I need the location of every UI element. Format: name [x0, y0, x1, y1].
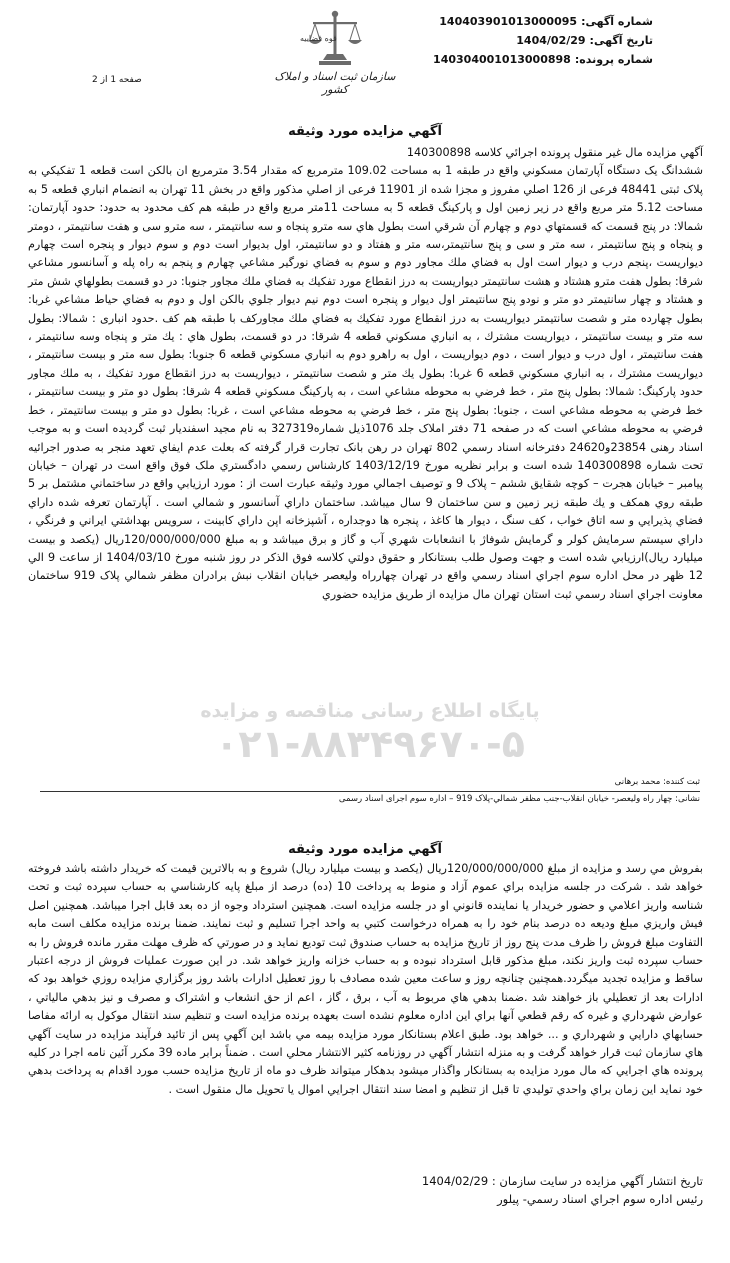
- notice2-terms: بفروش مي رسد و مزايده از مبلغ 120/000/000/000ريال (يكصد و بيست ميليارد ريال) شروع و به بالاترين قيمت كه خريدار داشته باشد فروخته خواهد شد . شركت در جلسه مزايده براي عموم آزاد و منوط به پرداخت 10 (ده) درصد از مبلغ پايه كارشناسي به حساب سپرده ثبت و تحت شناسه واريز اعلامي و حضور خريدار يا نماينده قانوني او در جلسه مزايده است. همچنين استرداد وجوه از ده بعد قابل اجرا ميباشد. همچنين اصل فيش واريزي مبلغ وديعه ده درصد بنام خود را به همراه درخواست كتبي به واحد اجرا تسليم و ثبت نمايند. ضمنا برنده مزايده مكلف است مابه التفاوت مبلغ فروش را ظرف مدت پنج روز از تاريخ مزايده به حساب صندوق ثبت توديع نمايد و در صورتي كه ظرف مهلت مقرر مانده فروش را به حساب سپرده ثبت واريز نكند، مبلغ مذكور قابل استرداد نبوده و به حساب خزانه واريز خواهد شد. در اين صورت عمليات فروش از درجه اعتبار ساقط و مزايده تجديد ميگردد.همچنين چنانچه روز و ساعت معين شده مصادف با روز تعطيل ادارات باشد روز برگزاري مزايده روزي خواهد بود كه ادارات بعد از تعطيلي باز خواهند شد .ضمنا بدهي هاي مربوط به آب ، برق ، گاز ، اعم از حق انشعاب و اشتراک و مصرف و نيز بدهي مالياتي ، عوارض شهرداري و غيره كه رقم قطعي آنها براي اين اداره معلوم نشده است بعهده برنده مزايده است و تنظيم سند انتقال موكول به ارائه مفاصا حسابهاي دارايي و شهرداري و ... خواهد بود. طبق اعلام بستانكار مورد مزايده بيمه مي باشد اين آگهي پس از تائيد فرآيند مزايده در سايت آگهي هاي سازمان ثبت قرار خواهد گرفت و به منزله انتشار آگهي در روزنامه كثير الانتشار محلي است . ضمناً برابر ماده 39 مكرر آئين نامه اجرا در كليه پرونده هاي اجرايي كه مال مورد مزايده به بستانكار واگذار ميشود بدهكار ميتواند ظرف دو ماه از تاريخ مزايده حسب مورد اقدام به پرداخت بدهي خود نمايد اين زمان براي واحدي توليدي تا قبل از تنظيم و امضا سند انتقال اجرايي اموال يا تحويل مال منقول است .: [28, 862, 703, 1096]
- notice1-title: آگهي مزايده مورد وثيقه: [288, 124, 442, 139]
- notice1-signature: [40, 776, 700, 806]
- address-label: نشانی:: [675, 794, 700, 804]
- notice2-footer: [28, 1172, 703, 1209]
- publish-date: 1404/02/29: [421, 1174, 489, 1188]
- address-text: چهار راه وليعصر- خيابان انقلاب-جنب مظفر شمالي-پلاک 919 – اداره سوم اجرای اسناد رسمی: [338, 794, 673, 804]
- notice-number-row: [418, 12, 653, 31]
- notice2-title: آگهي مزايده مورد وثيقه: [288, 842, 442, 857]
- registrar-label: ثبت کننده:: [663, 777, 700, 787]
- notice1-case-line: آگهي مزايده مال غير منقول پرونده اجرائي كلاسه 140300898: [406, 146, 703, 159]
- watermark: [160, 700, 580, 766]
- publish-date-row: [28, 1172, 703, 1190]
- registrar-row: [40, 776, 700, 789]
- judiciary-label: قوه قضاییه: [300, 34, 337, 43]
- notice1-description: ششدانگ یک دستگاه آپارتمان مسكوني واقع در طبقه 1 به مساحت 109.02 مترمربع که مقدار 3.54 مترمربع ان بالكن است قطعه 1 تفكيكي به پلاک ثبتی 48441 فرعی از 126 اصلي مفروز و مجزا شده از 11901 فرعی از اصلي مذكور واقع در بخش 11 تهران به انضمام انباري قطعه 5 به مساحت 5.12 متر مربع واقع در زير زمين اول و پاركينگ قطعه 5 به مساحت 11متر مربع واقع در طبقه هم كف محدود به حدود: حدود آپارتمان: شمالا: در پنج قسمت كه قسمتهاي دوم و چهارم آن شرقي است بطول هاي سه مترو پنجاه و سه سانتيمتر ، سه مترو سی و هفت سانتيمتر ، دومتر و پنجاه و پنج سانتيمتر ، سه متر و سی و پنج سانتيمتر،سه متر و هفتاد و دو سانتيمتر، اول بديوار است دوم و سوم ديوار و پنجره است چهارم ديواريست ،پنجم درب و ديوار است اول به فضاي ملك مجاور دوم و سوم به فضاي نورگير مشاعي چهارم و پنجم به راه پله و آسانسور مشاعي شرقا: بطول هفت مترو هشتاد و هشت سانتيمتر ديواريست به درز انقطاع مورد تفكيك به فضاي ملك مجاور جنوبا: در دو قسمت بطولهاي شش متر و هشتاد و چهار سانتيمتر دو متر و نودو پنج سانتيمتر اول ديوار و پنجره است دوم نيم ديوار جلوي بالكن اول و دوم به فضاي حياط مشاعي غربا: بطول چهارده متر و شصت سانتيمتر ديواريست به درز انقطاع مورد تفكيك به فضاي ملك مجاوركف با طبقه هم كف .حدود انباری : شمالا: بطول سه متر و بيست سانتيمتر ، ديواريست مشترك ، به انباري مسكوني قطعه 4 شرقا: در دو قسمت، بطول هاي : يك متر و پنجاه وسه سانتيمتر ، هفت سانتيمتر ، اول درب و ديوار است ، دوم ديواريست ، اول به راهرو دوم به انباري مسكوني قطعه 6 جنوبا: بطول سه متر و بيست سانتيمتر ، ديواريست مشترك ، به انباري مسكوني قطعه 6 غربا: بطول يك متر و شصت سانتيمتر ، ديواريست به درز انقطاع مورد تفكيك ، به ملك مجاور حدود پاركينگ: شمالا: بطول پنج متر ، خط فرضي به محوطه مشاعي است ، به پاركينگ مسكوني قطعه 4 شرقا: بطول دو متر و بيست سانتيمتر ، خط فرضي به محوطه مشاعي است ، جنوبا: بطول پنج متر ، خط فرضي به محوطه مشاعي است ، غربا: بطول دو متر و بيست سانتيمتر ، خط فرضي به محوطه مشاعي است كه در صفحه 71 دفتر املاک جلد 1076ذيل شماره327319 به نام مجيد اسفنديار ثبت گرديده است و به موجب اسناد رهنی 23854و24620 دفترخانه اسناد رسمي 802 تهران در رهن بانک تجارت قرار گرفته كه بعلت عدم ايفاي تعهد منجر به صدور اجرائيه تحت شماره 140300898 شده است و برابر نظريه مورخ 1403/12/19 كارشناس رسمي دادگستري ملک فوق واقع است در تهران – خيابان پيامبر – خيابان هجرت – كوچه شقايق ششم – پلاک 9 و توصيف اجمالي مورد وثيقه عبارت است از : مورد ارزيابي واقع در ساختماني مشتمل بر 5 طبقه روي همكف و يك طبقه زير زمين و سن ساختمان 9 سال ميباشد. ساختمان داراي آسانسور و شمالي است . آپارتمان تعرفه شده داراي فضاي پذيرايي و سه اتاق خواب ، كف سنگ ، ديوار ها كاغذ ، پنجره ها دوجداره ، آشپزخانه اپن داراي كابينت ، سرويس بهداشتي ايراني و فرنگي ، داراي سيستم سرمايش كولر و گرمايش شوفاژ با انشعابات شهري آب و گاز و برق ميباشد و به مبلغ 120/000/000/000ريال (يكصد و بيست ميليارد ريال)ارزيابي شده است و جهت وصول طلب بستانكار و حقوق دولتي كلاسه فوق الذكر در روز شنبه مورخ 1404/03/10 از ساعت 9 الي 12 ظهر در محل اداره سوم اجراي اسناد رسمي واقع در تهران چهارراه وليعصر خيابان انقلاب نبش برادران مظفر شمالي پلاک 919 ساختمان معاونت اجراي اسناد رسمي ثبت استان تهران مال مزايده از طريق مزايده حضوري: [28, 164, 704, 601]
- notice-date-row: [418, 31, 653, 50]
- notice-number: 140403901013000095: [439, 15, 578, 28]
- watermark-phone: ۰۲۱-۸۸۳۴۹۶۷۰-۵: [215, 722, 525, 766]
- case-number-row: [418, 50, 653, 69]
- watermark-title: پایگاه اطلاع رسانی مناقصه و مزایده: [200, 700, 540, 722]
- case-number-label: شماره پرونده:: [574, 53, 653, 66]
- organization-name: سازمان ثبت اسناد و املاک کشور: [274, 70, 396, 96]
- notice-date: 1404/02/29: [516, 34, 586, 47]
- office-head-signature: رئيس اداره سوم اجراي اسناد رسمي- پيلور: [497, 1192, 703, 1207]
- registrar-name: محمد برهانی: [614, 777, 661, 787]
- publish-date-label: تاريخ انتشار آگهي مزايده در سايت سازمان :: [491, 1174, 703, 1188]
- notice1-body: [28, 144, 703, 604]
- notice2-body: [28, 860, 703, 1099]
- notice-date-label: تاریخ آگهی:: [589, 34, 653, 47]
- address-row: [40, 791, 700, 806]
- notice-number-label: شماره آگهی:: [581, 15, 653, 28]
- case-number: 140304001013000898: [433, 53, 571, 66]
- notice-meta: [418, 12, 653, 69]
- page-indicator: صفحه 1 از 2: [92, 75, 142, 85]
- judiciary-emblem: [270, 8, 400, 98]
